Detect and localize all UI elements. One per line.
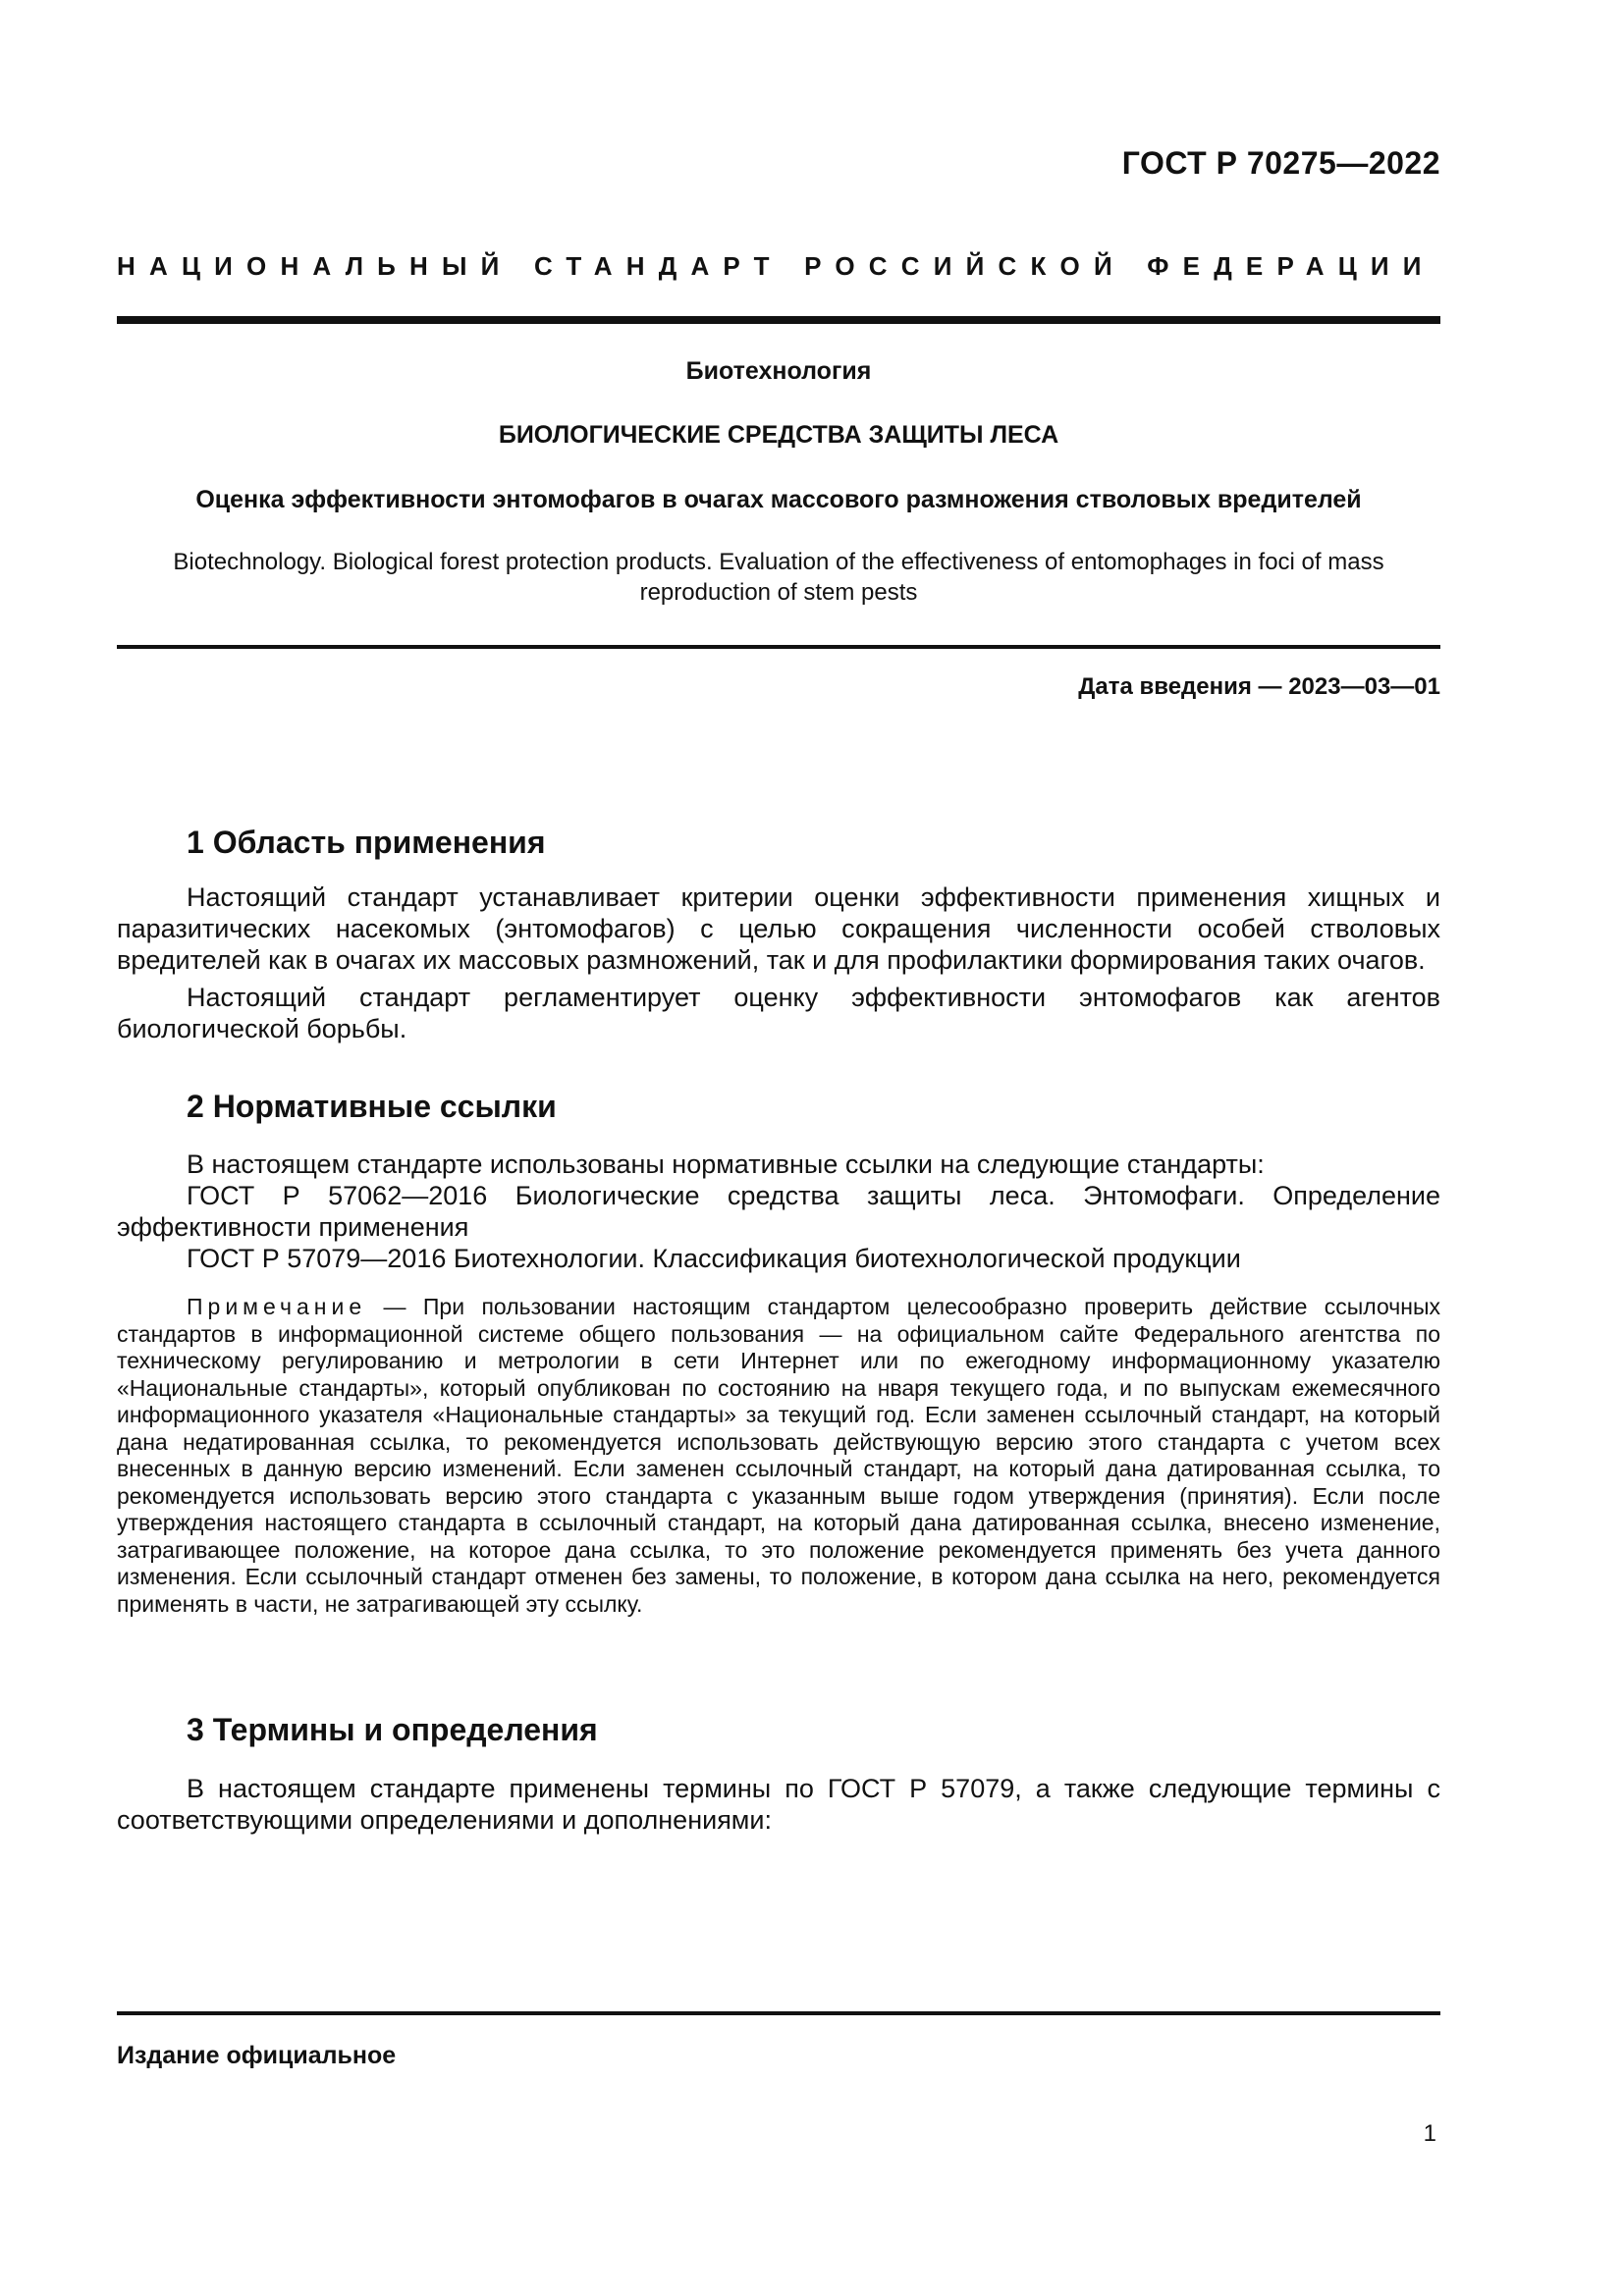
subject-title: Биотехнология bbox=[685, 357, 872, 385]
paragraph: В настоящем стандарте использованы нормативные ссылки на следующие стандарты: bbox=[187, 1149, 1265, 1179]
page-number: 1 bbox=[1423, 2120, 1436, 2147]
document-code: ГОСТ Р 70275—2022 bbox=[1121, 145, 1440, 181]
document-page bbox=[117, 0, 1440, 2296]
main-title: БИОЛОГИЧЕСКИЕ СРЕДСТВА ЗАЩИТЫ ЛЕСА bbox=[498, 421, 1059, 449]
edition-label: Издание официальное bbox=[117, 2042, 397, 2069]
note-text: — При пользовании настоящим стандартом целесообразно проверить действие ссылочных стандартов в информационной системе общего пользования — на официальном сайте Федерального агентства по техническому регулированию и метрологии в сети Интернет или по ежегодному информационному указателю «Национальные стандарты», который опубликован по состоянию на нваря текущего года, и по выпускам ежемесячного информационного указателя «Национальные стандарты» за текущий год. Если заменен ссылочный стандарт, на который дана недатированная ссылка, то рекомендуется использовать действующую версию этого стандарта с учетом всех внесенных в данную версию изменений. Если заменен ссылочный стандарт, на который дана датированная ссылка, то рекомендуется использовать версию этого стандарта с указанным выше годом утверждения (принятия). Если после утверждения настоящего стандарта в ссылочный стандарт, на который дана датированная ссылка, внесено изменение, затрагивающее положение, на которое дана ссылка, то это положение рекомендуется применять без учета данного изменения. Если ссылочный стандарт отменен без замены, то положение, в котором дана ссылка на него, рекомендуется применять в части, не затрагивающей эту ссылку. bbox=[117, 1294, 1440, 1617]
paragraph: Настоящий стандарт регламентирует оценку эффективности энтомофагов как агентов биологической борьбы. bbox=[117, 983, 1440, 1043]
section-heading-normative-references: 2 Нормативные ссылки bbox=[187, 1089, 557, 1124]
national-standard-title: НАЦИОНАЛЬНЫЙ СТАНДАРТ РОССИЙСКОЙ ФЕДЕРАЦИИ bbox=[117, 251, 1435, 281]
footer-divider bbox=[117, 2011, 1440, 2015]
paragraph: В настоящем стандарте применены термины по ГОСТ Р 57079, а также следующие термины с соответствующими определениями и дополнениями: bbox=[117, 1774, 1440, 1835]
header-divider bbox=[117, 316, 1440, 324]
introduction-date: Дата введения — 2023—03—01 bbox=[1078, 673, 1440, 700]
title-divider bbox=[117, 645, 1440, 649]
section-heading-scope: 1 Область применения bbox=[187, 825, 546, 860]
sub-title: Оценка эффективности энтомофагов в очагах массового размножения стволовых вредителей bbox=[195, 486, 1362, 513]
english-title: Biotechnology. Biological forest protection products. Evaluation of the effectiveness of entomophages in foci of mass reproduction of stem pests bbox=[173, 549, 1384, 606]
reference-item: ГОСТ Р 57062—2016 Биологические средства защиты леса. Энтомофаги. Определение эффективности применения bbox=[117, 1181, 1440, 1242]
note-label: Примечание bbox=[187, 1294, 367, 1319]
reference-item: ГОСТ Р 57079—2016 Биотехнологии. Классификация биотехнологической продукции bbox=[187, 1244, 1241, 1273]
note bbox=[117, 1294, 1440, 1618]
section-heading-terms: 3 Термины и определения bbox=[187, 1712, 598, 1747]
paragraph: Настоящий стандарт устанавливает критерии оценки эффективности применения хищных и паразитических насекомых (энтомофагов) с целью сокращения численности особей стволовых вредителей как в очагах их массовых размножений, так и для профилактики формирования таких очагов. bbox=[117, 882, 1440, 975]
